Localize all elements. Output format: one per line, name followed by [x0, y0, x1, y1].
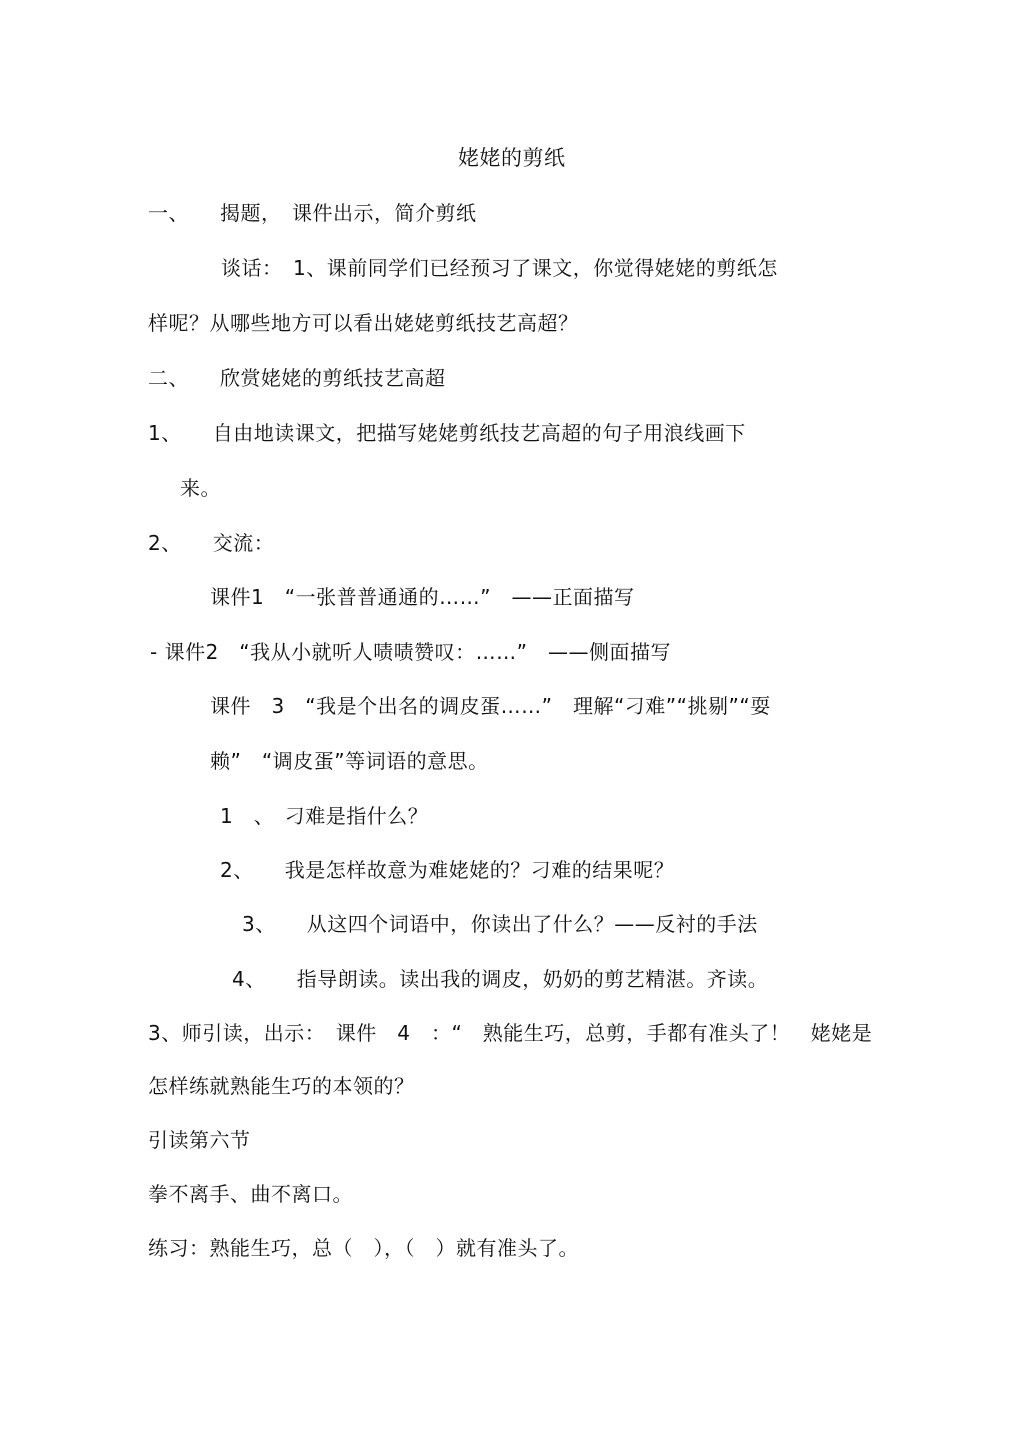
courseware-line: 课件1 “一张普普通通的……” ——正面描写	[210, 585, 635, 609]
list-item: 1、 自由地读课文，把描写姥姥剪纸技艺高超的句子用浪线画下	[148, 421, 746, 445]
paragraph-line: 3、师引读，出示： 课件 4 ：“ 熟能生巧，总剪，手都有准头了！ 姥姥是	[148, 1021, 873, 1045]
paragraph-line: 赖” “调皮蛋”等词语的意思。	[210, 749, 489, 773]
paragraph-line: 引读第六节	[148, 1128, 251, 1152]
list-item: 4、 指导朗读。读出我的调皮，奶奶的剪艺精湛。齐读。	[232, 967, 769, 991]
paragraph-line: 怎样练就熟能生巧的本领的？	[148, 1074, 415, 1098]
list-item: 1 、 刁难是指什么？	[220, 804, 429, 828]
paragraph-line: 拳不离手、曲不离口。	[148, 1182, 353, 1206]
list-item: 2、 交流：	[148, 531, 275, 555]
courseware-line: 课件 3 “我是个出名的调皮蛋……” 理解“刁难”“挑剔”“耍	[210, 694, 771, 718]
list-item: 2、 我是怎样故意为难姥姥的？刁难的结果呢？	[220, 858, 675, 882]
paragraph-line: 谈话： 1、课前同学们已经预习了课文，你觉得姥姥的剪纸怎	[221, 256, 778, 280]
courseware-line: - 课件2 “我从小就听人啧啧赞叹：……” ——侧面描写	[150, 640, 672, 664]
paragraph-line: 来。	[180, 476, 221, 500]
paragraph-line: 样呢？从哪些地方可以看出姥姥剪纸技艺高超？	[148, 311, 579, 335]
exercise-line: 练习：熟能生巧，总（ ），（ ）就有准头了。	[148, 1236, 579, 1260]
document-title: 姥姥的剪纸	[458, 146, 566, 170]
section-2-heading: 二、 欣赏姥姥的剪纸技艺高超	[148, 366, 446, 390]
list-item: 3、 从这四个词语中，你读出了什么？——反衬的手法	[242, 912, 758, 936]
section-1-heading: 一、 揭题， 课件出示，简介剪纸	[148, 201, 477, 225]
